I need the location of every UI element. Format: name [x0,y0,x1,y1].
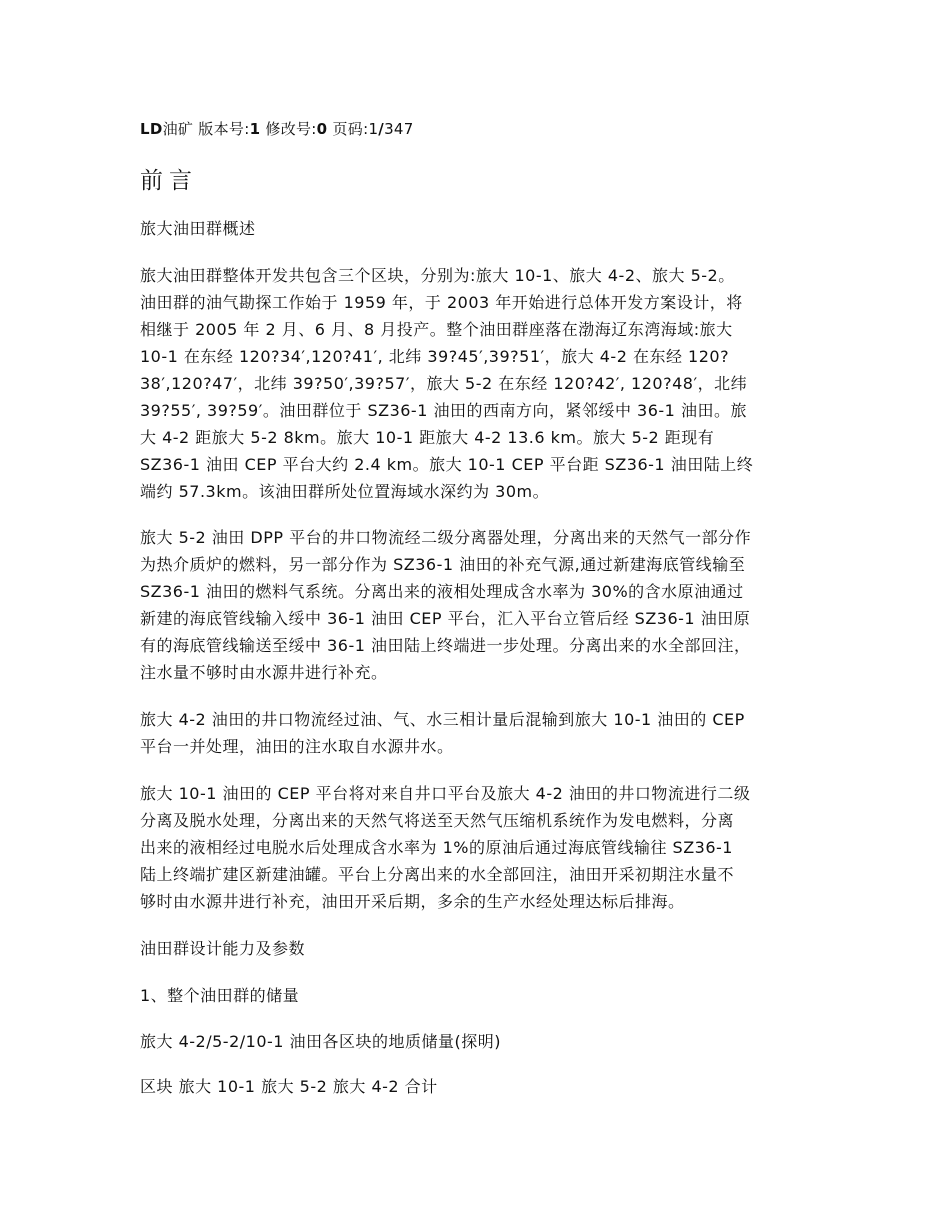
overview-heading: 旅大油田群概述 [140,219,256,238]
header-page-label: 页码: [332,120,369,138]
header-org: LD [140,120,163,138]
paragraph-line: 38′,120?47′，北纬 39?50′,39?57′，旅大 5-2 在东经 120?42′, 120?48′，北纬 [140,374,748,393]
reserves-caption: 旅大 4-2/5-2/10-1 油田各区块的地质储量(探明) [140,1032,502,1051]
paragraph-line: SZ36-1 油田的燃料气系统。分离出来的液相处理成含水率为 30%的含水原油通过 [140,582,744,601]
paragraph-line: 旅大 10-1 油田的 CEP 平台将对来自井口平台及旅大 4-2 油田的井口物流进行二级 [140,784,751,803]
paragraph-line: 油田群的油气勘探工作始于 1959 年，于 2003 年开始进行总体开发方案设计，将 [140,293,743,312]
paragraph-line: 39?55′, 39?59′。油田群位于 SZ36-1 油田的西南方向，紧邻绥中 36-1 油田。旅 [140,401,747,420]
header-org-suffix: 油矿 [162,120,194,138]
page-title: 前言 [140,168,198,194]
paragraph-line: 新建的海底管线输入绥中 36-1 油田 CEP 平台，汇入平台立管后经 SZ36-1 油田原 [140,609,751,628]
paragraph-line: 出来的液相经过电脱水后处理成含水率为 1%的原油后通过海底管线输往 SZ36-1 [140,838,733,857]
paragraph-line: 旅大 5-2 油田 DPP 平台的井口物流经二级分离器处理，分离出来的天然气一部分作 [140,528,752,547]
paragraph-line: 够时由水源井进行补充，油田开采后期，多余的生产水经处理达标后排海。 [140,892,685,911]
header-page-current: 1 [368,120,379,138]
paragraph-line: 注水量不够时由水源井进行补充。 [140,663,388,682]
header-version-label: 版本号: [198,120,250,138]
paragraph-line: 陆上终端扩建区新建油罐。平台上分离出来的水全部回注，油田开采初期注水量不 [140,865,735,884]
paragraph-line: 旅大 4-2 油田的井口物流经过油、气、水三相计量后混输到旅大 10-1 油田的 CEP [140,710,745,729]
paragraph-line: 相继于 2005 年 2 月、6 月、8 月投产。整个油田群座落在渤海辽东湾海域:旅大 [140,320,733,339]
paragraph-line: SZ36-1 油田 CEP 平台大约 2.4 km。旅大 10-1 CEP 平台距 SZ36-1 油田陆上终 [140,455,754,474]
reserves-heading: 1、整个油田群的储量 [140,986,300,1005]
paragraph-line: 分离及脱水处理，分离出来的天然气将送至天然气压缩机系统作为发电燃料，分离 [140,811,735,830]
paragraph-line: 端约 57.3km。该油田群所处位置海域水深约为 30m。 [140,482,550,501]
header-revision-label: 修改号: [265,120,317,138]
header-page-sep: / [378,120,385,138]
reserves-table-header: 区块 旅大 10-1 旅大 5-2 旅大 4-2 合计 [140,1077,438,1096]
header-revision: 0 [316,120,328,138]
paragraph-line: 大 4-2 距旅大 5-2 8km。旅大 10-1 距旅大 4-2 13.6 km。旅大 5-2 距现有 [140,428,715,447]
paragraph-line: 10-1 在东经 120?34′,120?41′, 北纬 39?45′,39?51′，旅大 4-2 在东经 120? [140,347,730,366]
header-page-total: 347 [384,120,414,138]
design-heading: 油田群设计能力及参数 [140,939,306,958]
document-header [140,119,414,139]
paragraph-line: 为热介质炉的燃料，另一部分作为 SZ36-1 油田的补充气源,通过新建海底管线输至 [140,555,746,574]
header-version: 1 [249,120,261,138]
paragraph-line: 旅大油田群整体开发共包含三个区块，分别为:旅大 10-1、旅大 4-2、旅大 5-2。 [140,266,735,285]
paragraph-line: 有的海底管线输送至绥中 36-1 油田陆上终端进一步处理。分离出来的水全部回注， [140,636,751,655]
paragraph-line: 平台一并处理，油田的注水取自水源井水。 [140,737,454,756]
